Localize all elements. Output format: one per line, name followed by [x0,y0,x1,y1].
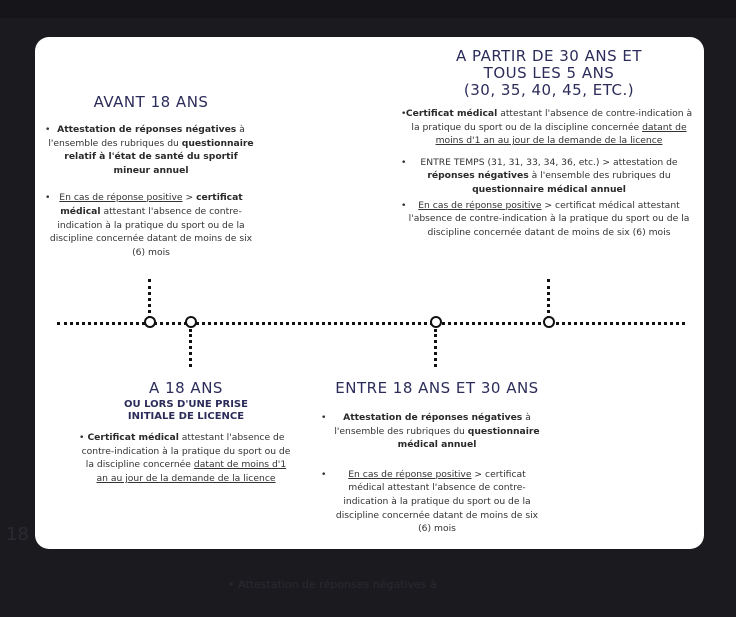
text-run: > certificat médical attestant l'absence de contre-indication à la pratique du sport ou de la discipline concernée datant de moins de six (6) mois [408,199,690,238]
text-run: Attestation de réponses négatives [343,412,523,423]
text-run: réponses négatives [427,170,529,182]
timeline-node [144,316,156,328]
list-item [47,123,255,177]
bullet: • [401,156,407,168]
section-entre-18-30 [323,379,551,536]
text-run: > certificat médical attestant l'absence de contre-indication à la pratique du sport ou de la discipline concernée datant de moins de six (6) mois [335,468,539,535]
list-item [403,156,695,197]
text-run: à l'ensemble des rubriques du [528,170,671,182]
bullet: • [321,468,327,480]
background-ghost-text: • Attestation de réponses négatives à [228,578,437,591]
list-item [403,199,695,240]
section-title: ENTRE 18 ANS ET 30 ANS [335,379,539,397]
section-a-18 [81,379,291,485]
text-run: attestant l'absence de contre-indication à la pratique du sport ou de la discipline concernée [411,108,693,133]
list-item [323,411,551,452]
text-run: En cas de réponse positive [418,199,542,211]
timeline-stem-up [148,279,151,319]
timeline-card [35,37,704,549]
text-run: En cas de réponse positive [59,192,183,204]
text-run: attestant l'absence de contre-indication à la pratique du sport ou de la discipline concernée datant de moins de six (6) mois [49,205,253,258]
text-run: à l'ensemble des rubriques du [334,412,531,437]
top-bar [0,0,736,18]
list-item [403,107,695,148]
section-title: A 18 ANS [149,379,223,397]
section-title: AVANT 18 ANS [93,93,209,111]
list-item [323,468,551,536]
list-item [47,191,255,259]
bullet: • [79,432,85,443]
text-run: questionnaire relatif à l'état de santé du sportif mineur annuel [64,137,254,176]
bullet: • [45,124,51,135]
text-run: Certificat médical [87,432,179,443]
bullet: • [401,108,407,119]
text-run: En cas de réponse positive [348,468,472,480]
text-run: Attestation de réponses négatives [57,124,237,135]
bullet: • [321,412,327,423]
section-title: A PARTIR DE 30 ANS ET TOUS LES 5 ANS (30, 35, 40, 45, ETC.) [455,47,643,99]
section-avant-18 [47,93,255,259]
timeline-node [430,316,442,328]
section-a-partir-30 [403,48,695,239]
background-ghost-number: 18 [6,524,29,545]
text-run: datant de moins d'1 an au jour de la demande de la licence [435,121,687,147]
text-run: Certificat médical [405,108,498,119]
text-run: > [182,192,197,204]
text-run: certificat médical [60,192,243,217]
bullet: • [401,199,407,211]
section-subtitle: OU LORS D'UNE PRISE INITIALE DE LICENCE [124,399,248,422]
timeline-node [185,316,197,328]
timeline-stem-down [189,329,192,367]
timeline-stem-up [547,279,550,319]
list-item [81,431,291,485]
text-run: attestant l'absence de contre-indication à la pratique du sport ou de la discipline concernée [81,432,291,471]
text-run: datant de moins d'1 an au jour de la demande de la licence [96,459,287,484]
text-run: ENTRE TEMPS (31, 31, 33, 34, 36, etc.) > attestation de [420,156,678,168]
text-run: questionnaire médical annuel [397,425,540,451]
timeline-node [543,316,555,328]
text-run: à l'ensemble des rubriques du [48,124,245,149]
timeline-stem-down [434,329,437,367]
bullet: • [45,192,51,204]
text-run: questionnaire médical annuel [472,183,626,195]
